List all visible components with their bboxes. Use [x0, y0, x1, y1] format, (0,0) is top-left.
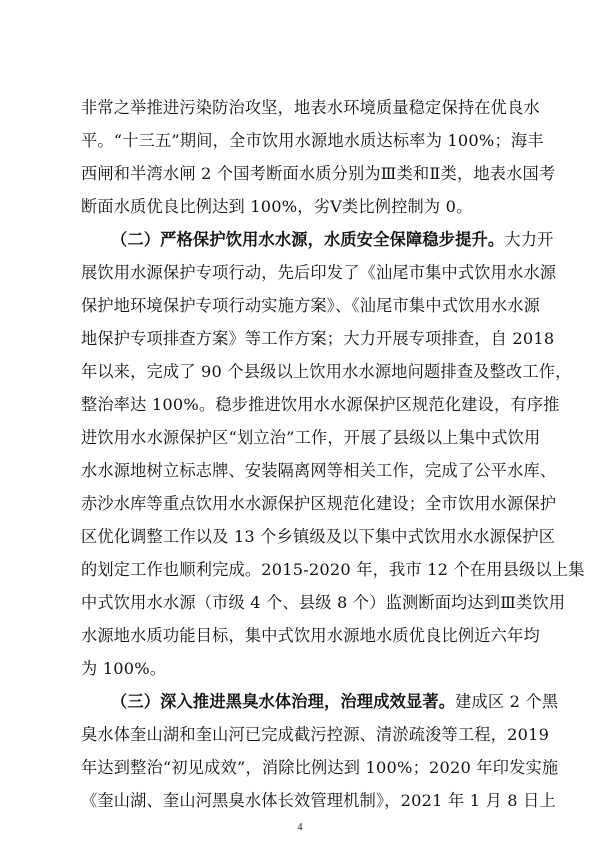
- section-heading-line: [111, 691, 559, 713]
- paragraph-line: 西闸和半湾水闸 2 个国考断面水质分别为Ⅲ类和Ⅱ类，地表水国考: [81, 164, 556, 183]
- paragraph-line: 的划定工作也顺利完成。2015-2020 年，我市 12 个在用县级以上集: [81, 560, 585, 579]
- paragraph-text: 建成区 2 个黑: [455, 692, 559, 711]
- paragraph-line: 赤沙水库等重点饮用水水源保护区规范化建设；全市饮用水源保护: [81, 494, 557, 513]
- paragraph-line: 臭水体奎山湖和奎山河已完成截污控源、清淤疏浚等工程，2019: [81, 725, 550, 744]
- page-number: 4: [297, 822, 303, 833]
- section-heading: （三）深入推进黑臭水体治理，治理成效显著。: [111, 692, 456, 711]
- paragraph-line: 区优化调整工作以及 13 个乡镇级及以下集中式饮用水水源保护区: [81, 527, 556, 546]
- paragraph-line: 年达到整治“初见成效”，消除比例达到 100%；2020 年印发实施: [81, 758, 559, 777]
- paragraph-line: 中式饮用水水源（市级 4 个、县级 8 个）监测断面均达到Ⅲ类饮用: [81, 593, 566, 612]
- paragraph-text: 大力开: [504, 230, 554, 249]
- paragraph-line: 断面水质优良比例达到 100%，劣Ⅴ类比例控制为 0。: [81, 197, 473, 216]
- section-heading: （二）严格保护饮用水水源，水质安全保障稳步提升。: [111, 230, 505, 249]
- paragraph-line: 非常之举推进污染防治攻坚，地表水环境质量稳定保持在优良水: [81, 98, 540, 117]
- paragraph-line: 年以来，完成了 90 个县级以上饮用水水源地问题排查及整改工作，: [81, 362, 572, 381]
- paragraph-line: 平。“十三五”期间，全市饮用水源地水质达标率为 100%；海丰: [81, 131, 544, 150]
- paragraph-line: 整治率达 100%。稳步推进饮用水水源保护区规范化建设，有序推: [81, 395, 560, 414]
- section-heading-line: [111, 229, 554, 251]
- paragraph-line: 保护地环境保护专项行动实施方案》、《汕尾市集中式饮用水水源: [81, 296, 541, 315]
- paragraph-line: 地保护专项排查方案》等工作方案；大力开展专项排查，自 2018: [81, 329, 555, 348]
- paragraph-line: 展饮用水源保护专项行动，先后印发了《汕尾市集中式饮用水水源: [81, 263, 557, 282]
- paragraph-line: 《奎山湖、奎山河黑臭水体长效管理机制》，2021 年 1 月 8 日上: [81, 791, 556, 810]
- paragraph-line: 进饮用水水源保护区“划立治”工作，开展了县级以上集中式饮用: [81, 428, 541, 447]
- paragraph-line: 水水源地树立标志牌、安装隔离网等相关工作，完成了公平水库、: [81, 461, 557, 480]
- paragraph-line: 水源地水质功能目标，集中式饮用水源地水质优良比例近六年均: [81, 626, 540, 645]
- paragraph-line: 为 100%。: [81, 659, 167, 678]
